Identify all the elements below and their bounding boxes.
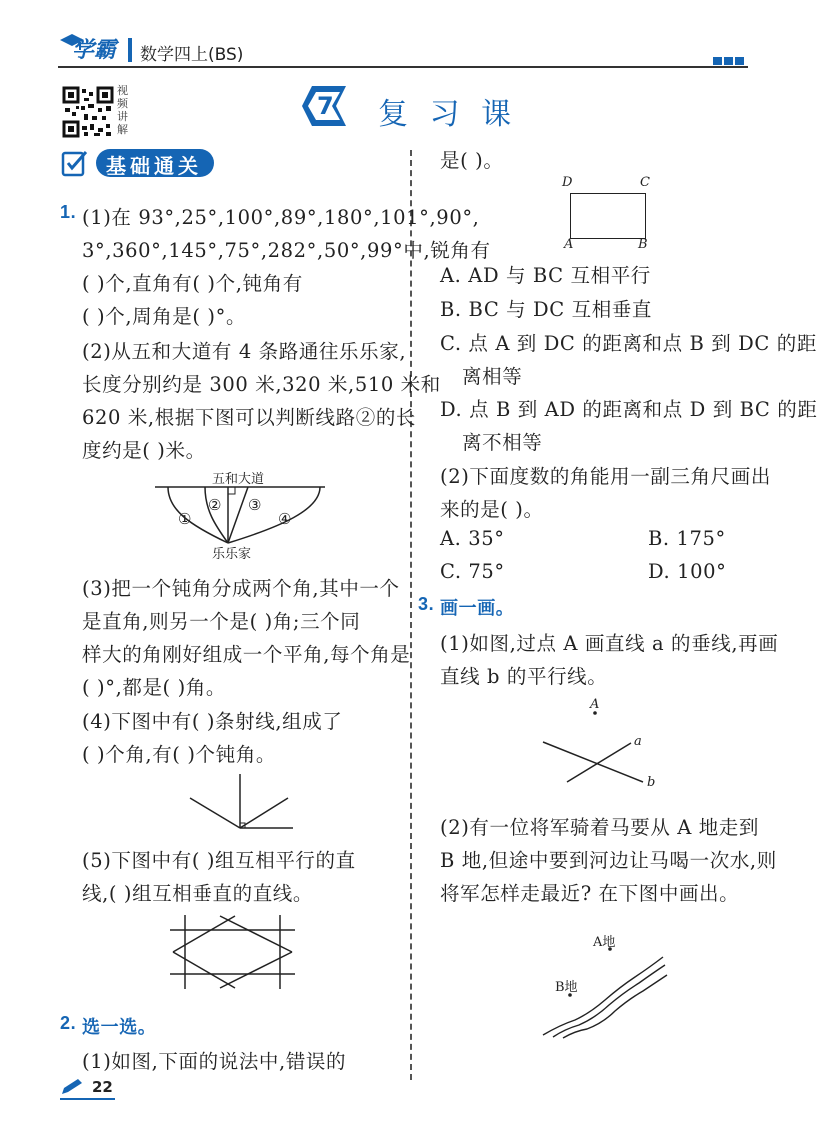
q1-3-line1: (3)把一个钝角分成两个角,其中一个 bbox=[82, 577, 400, 600]
header-line bbox=[58, 66, 748, 68]
rect-label-b: B bbox=[638, 237, 648, 252]
q1-1-line4: ( )个,周角是( )°。 bbox=[82, 305, 247, 328]
q1-2-line3: 620 米,根据下图可以判断线路②的长 bbox=[82, 406, 417, 429]
clipboard-check-icon bbox=[60, 148, 90, 178]
road-label: 五和大道 bbox=[212, 472, 265, 487]
q3-title: 画一画。 bbox=[440, 598, 515, 619]
q1-number: 1. bbox=[60, 202, 77, 222]
q1-4-line1: (4)下图中有( )条射线,组成了 bbox=[82, 710, 343, 733]
rect-label-a: A bbox=[564, 237, 574, 252]
section-title: 基础通关 bbox=[106, 154, 202, 178]
q3-1-line2: 直线 b 的平行线。 bbox=[440, 665, 608, 688]
q1-5-line2: 线,( )组互相垂直的直线。 bbox=[82, 882, 314, 905]
route-1-label: ① bbox=[178, 510, 192, 528]
q2-2-line2: 来的是( )。 bbox=[440, 498, 544, 521]
q1-4-line2: ( )个角,有( )个钝角。 bbox=[82, 743, 276, 766]
q2-1-option-c-line2: 离相等 bbox=[462, 365, 523, 388]
q2-2-line1: (2)下面度数的角能用一副三角尺画出 bbox=[440, 465, 771, 488]
q2-1-option-d-line1: D. 点 B 到 AD 的距离和点 D 到 BC 的距 bbox=[440, 398, 817, 421]
column-divider bbox=[410, 150, 412, 1080]
route-2-label: ② bbox=[208, 496, 222, 514]
place-b-label: B地 bbox=[555, 980, 578, 995]
q2-1-option-c-line1: C. 点 A 到 DC 的距离和点 B 到 DC 的距 bbox=[440, 332, 817, 355]
q2-title: 选一选。 bbox=[82, 1017, 157, 1038]
line-b-label: b bbox=[647, 775, 656, 790]
q3-number: 3. bbox=[418, 594, 435, 614]
q2-2-option-a: A. 35° bbox=[440, 527, 505, 550]
book-title: 数学四上(BS) bbox=[140, 45, 244, 65]
q2-2-option-d: D. 100° bbox=[648, 560, 727, 583]
rect-label-c: C bbox=[640, 175, 650, 190]
q1-3-line4: ( )°,都是( )角。 bbox=[82, 676, 226, 699]
lines-diagram bbox=[165, 912, 300, 992]
q2-2-option-b: B. 175° bbox=[648, 527, 726, 550]
q2-1-option-b: B. BC 与 DC 互相垂直 bbox=[440, 298, 652, 321]
road-diagram bbox=[150, 465, 330, 560]
rect-label-d: D bbox=[562, 175, 573, 190]
page-number: 22 bbox=[92, 1078, 113, 1096]
rays-diagram bbox=[185, 770, 295, 835]
q1-1-line2: 3°,360°,145°,75°,282°,50°,99°中,锐角有 bbox=[82, 239, 491, 262]
pencil-icon bbox=[60, 1078, 84, 1096]
q2-1-line1: (1)如图,下面的说法中,错误的 bbox=[82, 1050, 347, 1073]
point-a-label: A bbox=[590, 697, 600, 712]
route-4-label: ④ bbox=[278, 510, 292, 528]
q2-1-option-d-line2: 离不相等 bbox=[462, 431, 543, 454]
line-a-label: a bbox=[634, 734, 642, 749]
q2-number: 2. bbox=[60, 1013, 77, 1033]
rect-diagram bbox=[560, 175, 660, 255]
lesson-title: 复 习 课 bbox=[378, 97, 518, 132]
q1-1-line1: (1)在 93°,25°,100°,89°,180°,101°,90°, bbox=[82, 206, 480, 229]
brand-logo bbox=[58, 30, 124, 64]
q1-5-line1: (5)下图中有( )组互相平行的直 bbox=[82, 849, 356, 872]
place-a-label: A地 bbox=[593, 935, 616, 950]
q3-1-line1: (1)如图,过点 A 画直线 a 的垂线,再画 bbox=[440, 632, 779, 655]
q1-3-line2: 是直角,则另一个是( )角;三个同 bbox=[82, 610, 361, 633]
q2-1-cont: 是( )。 bbox=[440, 149, 504, 172]
brand-separator bbox=[128, 38, 132, 62]
q1-2-line2: 长度分别约是 300 米,320 米,510 米和 bbox=[82, 373, 441, 396]
rectangle bbox=[570, 193, 646, 239]
qr-code[interactable] bbox=[62, 86, 114, 138]
crossing-lines-diagram bbox=[535, 697, 660, 795]
lesson-number: 7 bbox=[317, 92, 334, 120]
header-decor bbox=[713, 50, 744, 69]
q3-2-line3: 将军怎样走最近? 在下图中画出。 bbox=[440, 882, 740, 905]
q1-2-line4: 度约是( )米。 bbox=[82, 439, 206, 462]
home-label: 乐乐家 bbox=[212, 547, 252, 562]
q1-1-line3: ( )个,直角有( )个,钝角有 bbox=[82, 272, 303, 295]
q1-2-line1: (2)从五和大道有 4 条路通往乐乐家, bbox=[82, 340, 407, 363]
q3-2-line1: (2)有一位将军骑着马要从 A 地走到 bbox=[440, 816, 760, 839]
q2-2-option-c: C. 75° bbox=[440, 560, 505, 583]
qr-label: 视频讲解 bbox=[117, 84, 128, 136]
q3-2-line2: B 地,但途中要到河边让马喝一次水,则 bbox=[440, 849, 777, 872]
river-diagram bbox=[535, 925, 670, 1040]
footer-line bbox=[60, 1098, 115, 1100]
q2-1-option-a: A. AD 与 BC 互相平行 bbox=[440, 264, 651, 287]
route-3-label: ③ bbox=[248, 496, 262, 514]
q1-3-line3: 样大的角刚好组成一个平角,每个角是 bbox=[82, 643, 411, 666]
lesson-badge bbox=[302, 84, 352, 128]
brand-name: 学霸 bbox=[72, 38, 117, 63]
